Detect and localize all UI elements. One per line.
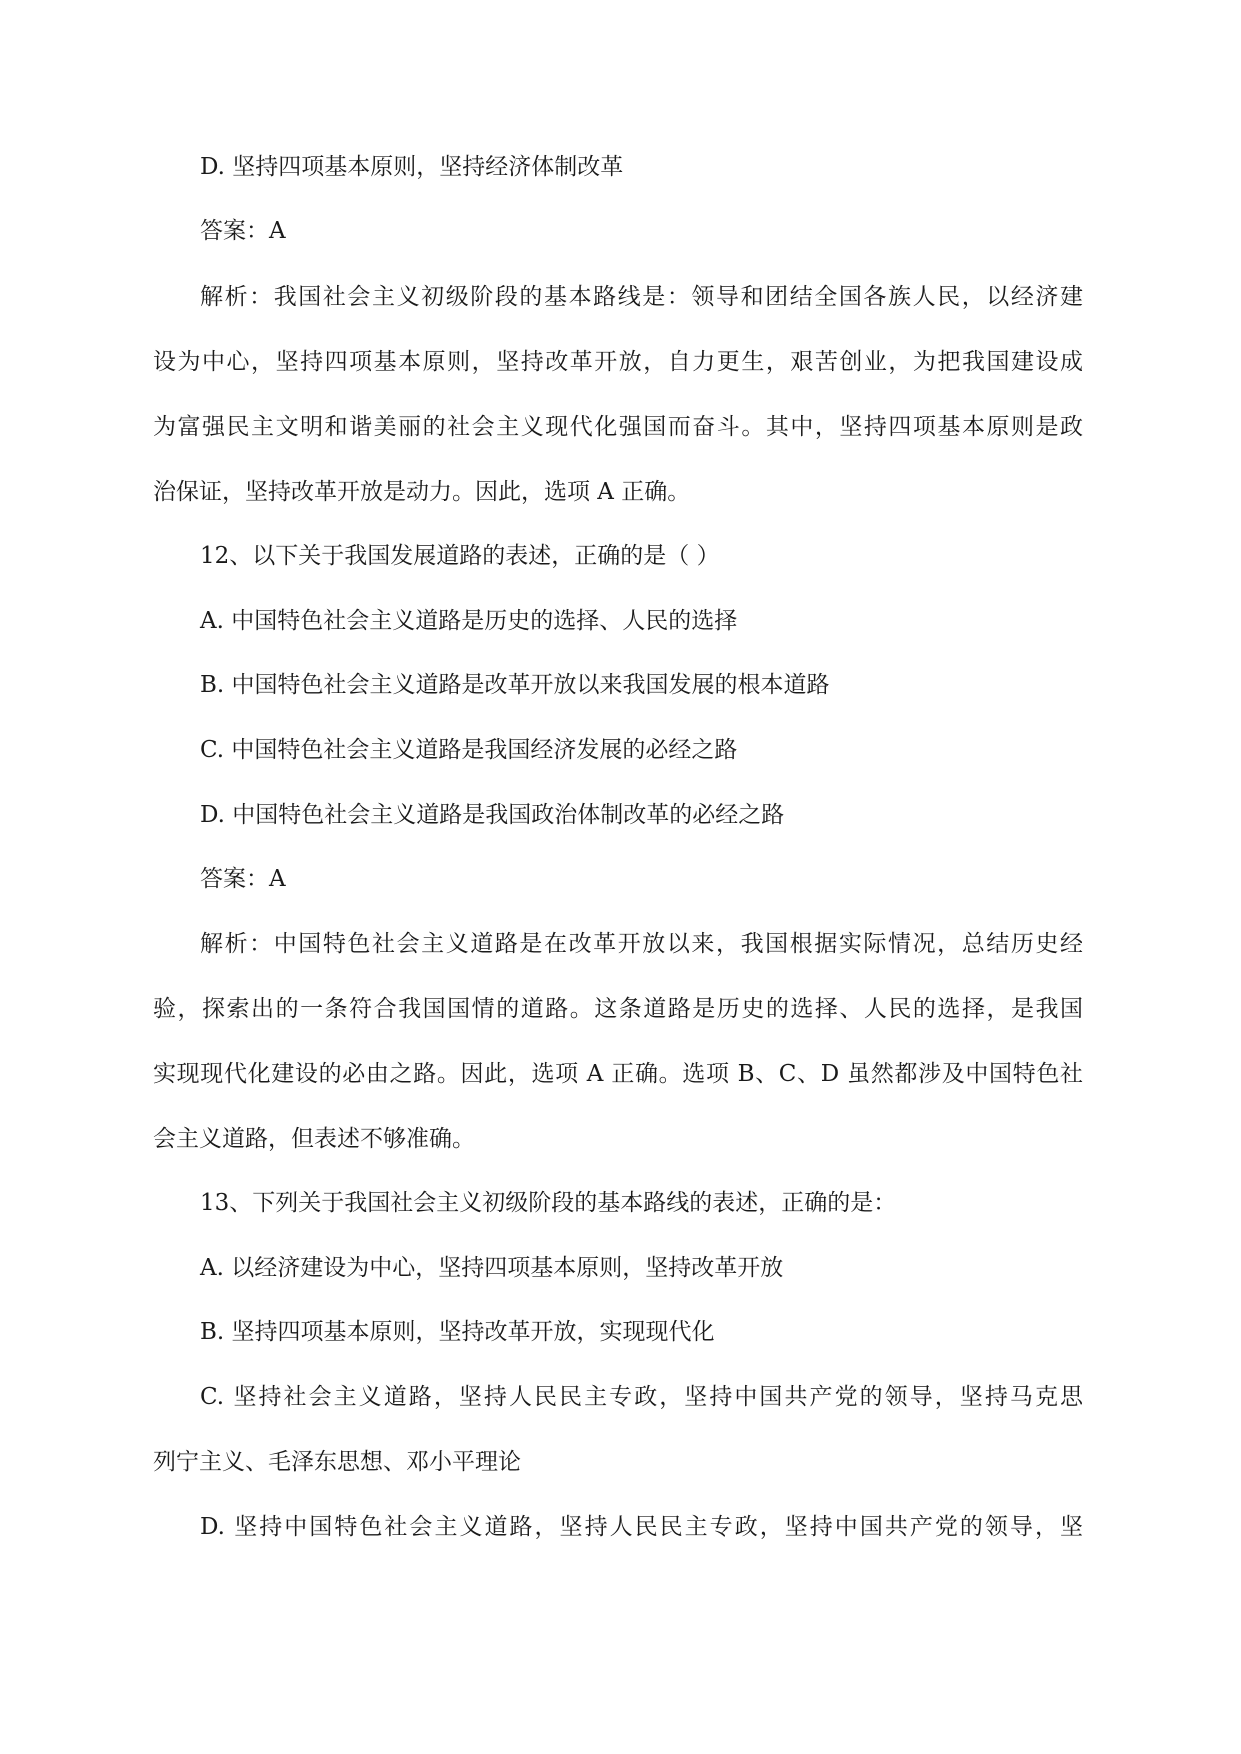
q12-analysis-line: 实现现代化建设的必由之路。因此，选项 A 正确。选项 B、C、D 虽然都涉及中国特色社 bbox=[153, 1061, 1083, 1087]
q12-analysis-line: 解析：中国特色社会主义道路是在改革开放以来，我国根据实际情况，总结历史经 bbox=[200, 931, 1083, 957]
q12-option-c: C. 中国特色社会主义道路是我国经济发展的必经之路 bbox=[200, 737, 738, 763]
q12-analysis-line: 验，探索出的一条符合我国国情的道路。这条道路是历史的选择、人民的选择，是我国 bbox=[153, 996, 1083, 1022]
q12-question: 12、以下关于我国发展道路的表述，正确的是（ ） bbox=[200, 543, 720, 569]
q11-analysis-line: 为富强民主文明和谐美丽的社会主义现代化强国而奋斗。其中，坚持四项基本原则是政 bbox=[153, 414, 1083, 440]
q11-analysis-line: 治保证，坚持改革开放是动力。因此，选项 A 正确。 bbox=[153, 479, 691, 505]
q13-option-d-line: D. 坚持中国特色社会主义道路，坚持人民民主专政，坚持中国共产党的领导，坚 bbox=[200, 1514, 1083, 1540]
q12-option-d: D. 中国特色社会主义道路是我国政治体制改革的必经之路 bbox=[200, 802, 785, 828]
q13-option-b: B. 坚持四项基本原则，坚持改革开放，实现现代化 bbox=[200, 1319, 715, 1345]
q12-option-a: A. 中国特色社会主义道路是历史的选择、人民的选择 bbox=[200, 608, 738, 634]
q13-option-a: A. 以经济建设为中心，坚持四项基本原则，坚持改革开放 bbox=[200, 1255, 784, 1281]
q11-option-d: D. 坚持四项基本原则，坚持经济体制改革 bbox=[200, 154, 624, 180]
q11-analysis-line: 解析：我国社会主义初级阶段的基本路线是：领导和团结全国各族人民，以经济建 bbox=[200, 284, 1083, 310]
q12-answer: 答案：A bbox=[200, 866, 286, 892]
q12-analysis-line: 会主义道路，但表述不够准确。 bbox=[153, 1126, 475, 1152]
q11-analysis-line: 设为中心，坚持四项基本原则，坚持改革开放，自力更生，艰苦创业，为把我国建设成 bbox=[153, 349, 1083, 375]
q12-option-b: B. 中国特色社会主义道路是改革开放以来我国发展的根本道路 bbox=[200, 672, 830, 698]
q13-option-c-line: C. 坚持社会主义道路，坚持人民民主专政，坚持中国共产党的领导，坚持马克思 bbox=[200, 1384, 1083, 1410]
q11-answer: 答案：A bbox=[200, 218, 286, 244]
q13-option-c-line: 列宁主义、毛泽东思想、邓小平理论 bbox=[153, 1449, 521, 1475]
q13-question: 13、下列关于我国社会主义初级阶段的基本路线的表述，正确的是： bbox=[200, 1190, 897, 1216]
